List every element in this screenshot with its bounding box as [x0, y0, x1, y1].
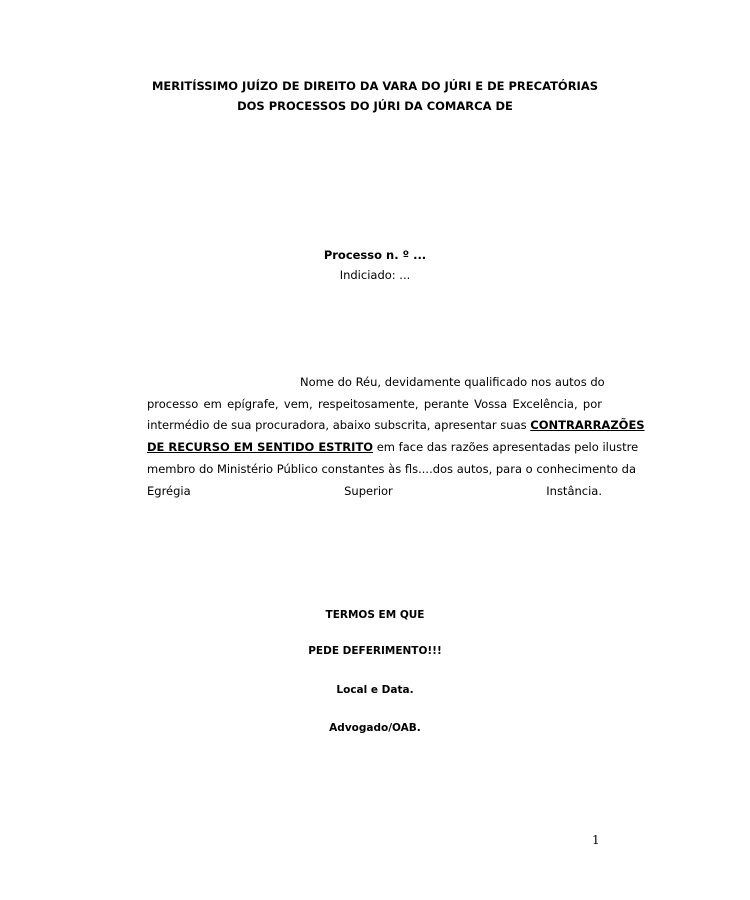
body-line-6: Egrégia Superior Instância. — [147, 483, 602, 498]
page-number: 1 — [592, 833, 600, 847]
process-block — [0, 245, 750, 285]
closing-local-data: Local e Data. — [336, 684, 414, 696]
closing-advogado: Advogado/OAB. — [329, 722, 421, 734]
petition-body — [147, 372, 645, 502]
body-line-4 — [147, 437, 639, 459]
body-line-5: membro do Ministério Público constantes às fls....dos autos, para o conhecimento da — [147, 461, 636, 476]
body-line-2: processo em epígrafe, vem, respeitosamente, perante Vossa Excelência, por — [147, 396, 602, 411]
closing-pede-deferimento: PEDE DEFERIMENTO!!! — [308, 645, 442, 657]
process-number: Processo n. º ... — [323, 248, 427, 262]
court-header — [0, 76, 750, 116]
body-line-4-text: em face das razões apresentadas pelo ilustre — [376, 440, 639, 455]
body-line-1: Nome do Réu, devidamente qualificado nos autos do — [300, 375, 605, 389]
header-line-1: MERITÍSSIMO JUÍZO DE DIREITO DA VARA DO JÚRI E DE PRECATÓRIAS — [151, 79, 599, 93]
closing-termos: TERMOS EM QUE — [325, 609, 425, 621]
body-line-3 — [147, 415, 645, 437]
contrarrazoes-emphasis: CONTRARRAZÕES — [530, 418, 645, 433]
header-line-2: DOS PROCESSOS DO JÚRI DA COMARCA DE — [237, 99, 513, 113]
body-line-3-text: intermédio de sua procuradora, abaixo subscrita, apresentar suas — [147, 418, 527, 433]
indiciado-line: Indiciado: ... — [339, 268, 411, 282]
recurso-emphasis: DE RECURSO EM SENTIDO ESTRITO — [147, 440, 374, 455]
